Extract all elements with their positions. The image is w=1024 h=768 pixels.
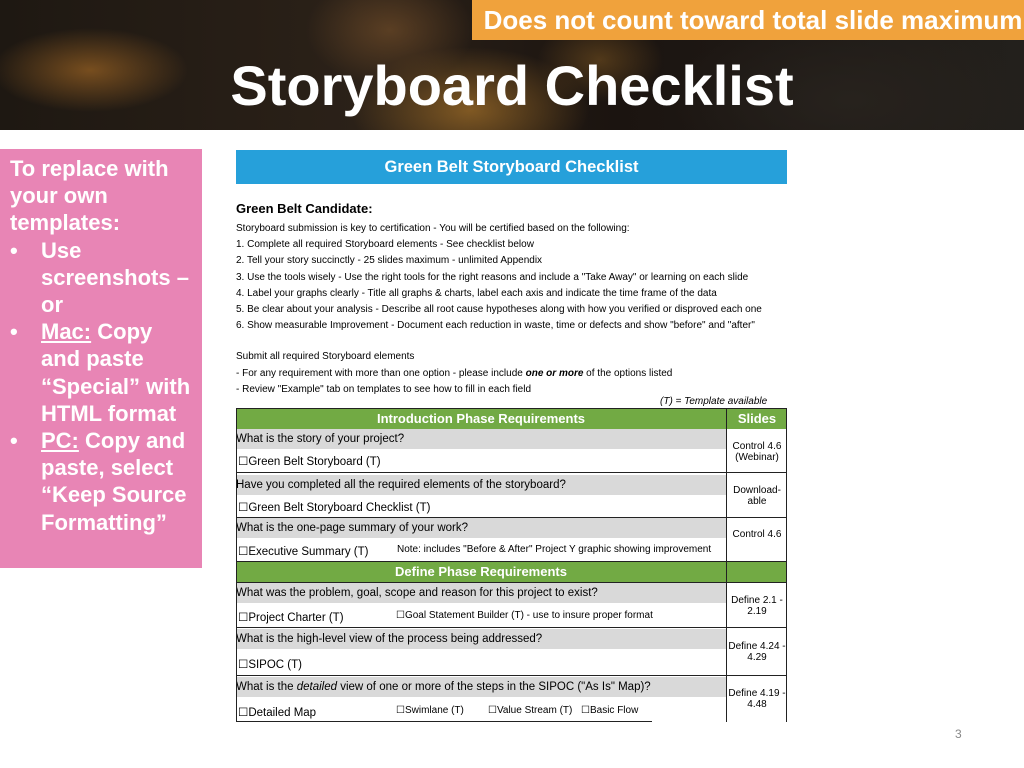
bullet-icon: • [10,237,18,263]
checkbox-icon[interactable]: ☐ [238,612,249,624]
slide-title: Storyboard Checklist [230,54,794,117]
title-banner [0,0,1024,130]
row-divider [236,561,787,562]
instruction-item [10,237,196,319]
criteria-item: 4. Label your graphs clearly - Title all graphs & charts, label each axis and indicate the time frame of the data [236,287,717,299]
slide-reference: Download-able [733,485,781,507]
define-phase-header: Define Phase Requirements [395,564,567,579]
row-divider [236,675,787,676]
platform-label: Mac: [41,319,92,345]
criteria-item: 5. Be clear about your analysis - Describe all root cause hypotheses along with how you verified or disproved each one [236,304,762,316]
requirement-option: ☐Basic Flow [581,705,639,716]
row-divider [236,582,787,583]
requirement-question: What is the one-page summary of your work? [236,518,726,538]
candidate-label: Green Belt Candidate: [236,201,373,216]
instruction-item [10,427,196,536]
criteria-item: 6. Show measurable Improvement - Document each reduction in waste, time or defects and show "before" and "after" [236,320,755,332]
bullet-icon: • [10,428,18,454]
submit-line: Submit all required Storyboard elements [236,351,415,363]
instruction-item [10,318,196,427]
define-phase-row [236,561,787,582]
row-divider [236,517,787,518]
review-line: - Review "Example" tab on templates to see how to fill in each field [236,383,532,395]
instruction-text: PC: Copy and paste, select “Keep Source Formatting” [41,428,187,535]
page-number: 3 [955,727,962,741]
row-divider [236,627,787,628]
slide-reference: Define 4.19 - 4.48 [728,688,786,710]
checkbox-icon[interactable]: ☐ [238,659,249,671]
slide-reference: Define 4.24 - 4.29 [728,641,786,663]
checkbox-icon[interactable]: ☐ [488,705,497,716]
slide-reference: Control 4.6 [732,529,782,540]
requirement-note: Note: includes "Before & After" Project Y graphic showing improvement [397,544,712,555]
instructions-panel [0,149,202,568]
requirement-option: ☐Goal Statement Builder (T) - use to insure proper format [396,610,653,621]
template-note: (T) = Template available [660,396,768,407]
requirement-option: ☐Value Stream (T) [488,705,573,716]
requirement-item: ☐Project Charter (T) [238,612,344,624]
checklist-header: Green Belt Storyboard Checklist [236,150,787,184]
requirement-item: ☐SIPOC (T) [238,659,302,671]
criteria-item: 2. Tell your story succinctly - 25 slides maximum - unlimited Appendix [236,255,543,267]
bullet-icon: • [10,319,18,345]
checkbox-icon[interactable]: ☐ [396,705,405,716]
checkbox-icon[interactable]: ☐ [581,705,590,716]
requirement-option: ☐Swimlane (T) [396,705,464,716]
requirement-item: ☐Detailed Map [238,707,317,719]
requirement-question: Have you completed all the required elements of the storyboard? [236,475,726,495]
instruction-text: Use screenshots – or [41,237,189,318]
requirement-question: What is the story of your project? [236,429,726,449]
checklist-intro [236,201,796,398]
checkbox-icon[interactable]: ☐ [238,502,249,514]
instructions-heading: To replace with your own templates: [10,156,169,236]
slide-reference: Control 4.6 (Webinar) [732,441,782,463]
row-divider [236,721,652,722]
checkbox-icon[interactable]: ☐ [396,610,405,621]
options-line: - For any requirement with more than one option - please include one or more of the options listed [236,367,673,379]
criteria-item: 1. Complete all required Storyboard elements - See checklist below [236,239,534,251]
slides-header: Slides [727,408,787,429]
requirement-question: What is the high-level view of the process being addressed? [236,629,726,649]
row-divider [236,472,787,473]
checkbox-icon[interactable]: ☐ [238,707,249,719]
platform-label: PC: [41,428,79,454]
instruction-text: Mac: Copy and paste “Special” with HTML format [41,319,191,426]
slide-reference: Define 2.1 - 2.19 [731,595,783,617]
checkbox-icon[interactable]: ☐ [238,456,249,468]
requirement-question: What is the detailed view of one or more of the steps in the SIPOC ("As Is" Map)? [236,677,726,697]
criteria-item: 3. Use the tools wisely - Use the right tools for the right reasons and include a "Take Away" or learning on each slide [236,271,749,283]
intro-phase-header: Introduction Phase Requirements [236,408,726,429]
checkbox-icon[interactable]: ☐ [238,546,249,558]
requirement-question: What was the problem, goal, scope and reason for this project to exist? [236,583,726,603]
requirement-item: ☐Green Belt Storyboard (T) [238,456,381,468]
table-border [236,408,787,409]
requirement-item: ☐Green Belt Storyboard Checklist (T) [238,502,431,514]
slide-count-note: Does not count toward total slide maximum [472,0,1024,40]
intro-text: Storyboard submission is key to certification - You will be certified based on the following: [236,223,630,234]
requirement-item: ☐Executive Summary (T) [238,546,369,558]
